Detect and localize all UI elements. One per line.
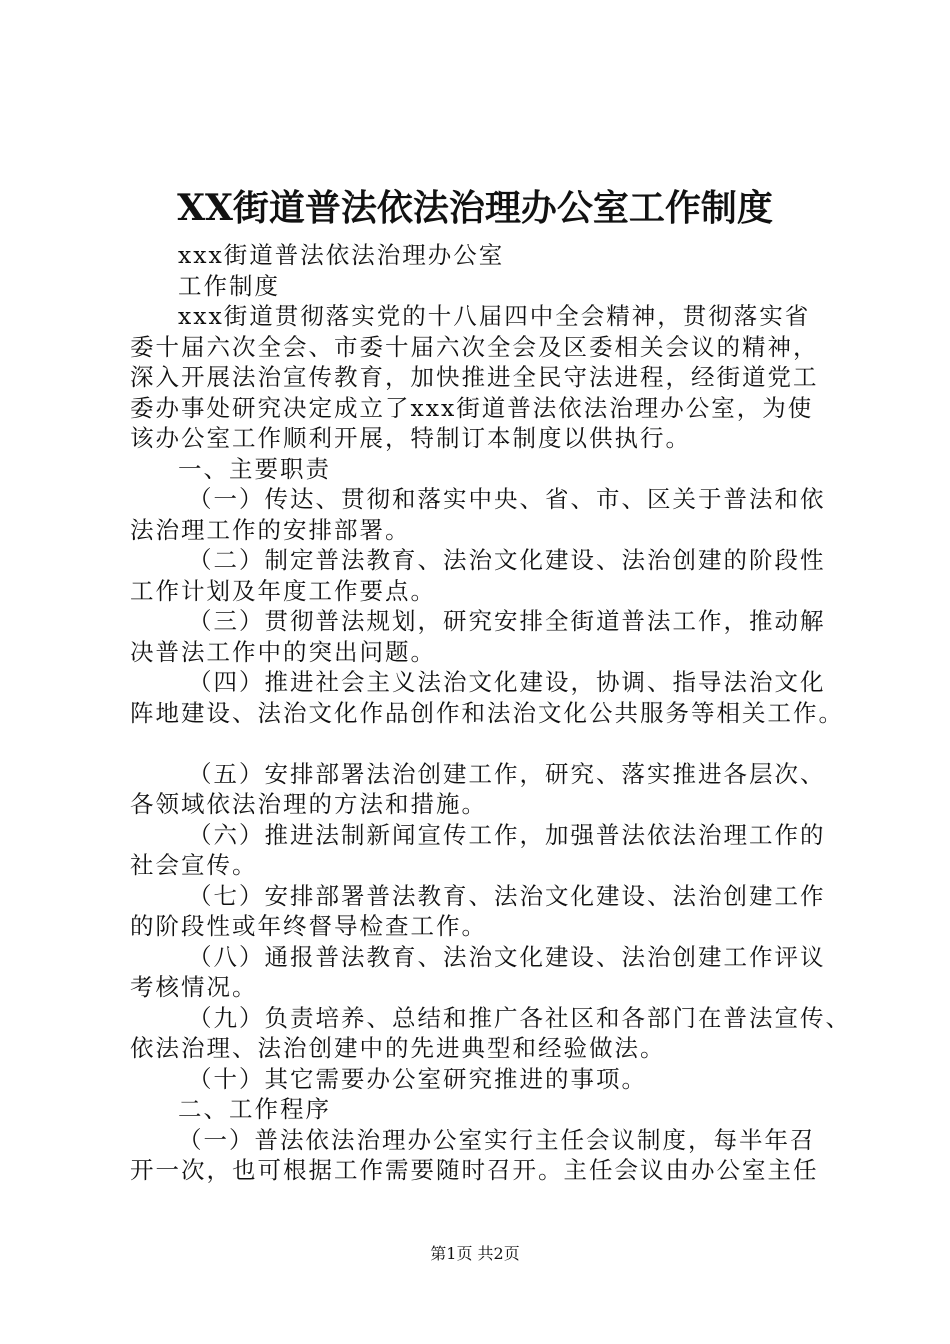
body-line: 决普法工作中的突出问题。 bbox=[130, 637, 436, 666]
body-line: 工作制度 bbox=[178, 271, 280, 300]
body-line: 委十届六次全会、市委十届六次全会及区委相关会议的精神， bbox=[130, 332, 819, 361]
body-line: 委办事处研究决定成立了xxx街道普法依法治理办公室，为使 bbox=[130, 393, 814, 422]
body-line: 该办公室工作顺利开展，特制订本制度以供执行。 bbox=[130, 424, 691, 452]
body-line: 依法治理、法治创建中的先进典型和经验做法。 bbox=[130, 1034, 666, 1062]
body-line: xxx街道普法依法治理办公室 bbox=[178, 241, 505, 269]
body-line: 法治理工作的安排部署。 bbox=[130, 515, 411, 544]
section-heading: 二、工作程序 bbox=[178, 1095, 331, 1123]
body-line: 深入开展法治宣传教育，加快推进全民守法进程，经街道党工 bbox=[130, 363, 819, 391]
body-line: 阵地建设、法治文化作品创作和法治文化公共服务等相关工作。 bbox=[130, 698, 844, 727]
section-heading: 一、主要职责 bbox=[178, 454, 331, 483]
page-number-footer: 第1页 共2页 bbox=[430, 1244, 520, 1263]
body-line: 各领域依法治理的方法和措施。 bbox=[130, 790, 487, 818]
body-line: 社会宣传。 bbox=[130, 851, 258, 879]
body-line: （七）安排部署普法教育、法治文化建设、法治创建工作 bbox=[188, 881, 826, 910]
body-line: 的阶段性或年终督导检查工作。 bbox=[130, 912, 487, 940]
body-line: （一）传达、贯彻和落实中央、省、市、区关于普法和依 bbox=[188, 485, 826, 513]
body-line: （三）贯彻普法规划，研究安排全街道普法工作，推动解 bbox=[188, 607, 826, 635]
body-line: （八）通报普法教育、法治文化建设、法治创建工作评议 bbox=[188, 942, 826, 971]
body-line: （四）推进社会主义法治文化建设，协调、指导法治文化 bbox=[188, 668, 826, 696]
body-line: （一）普法依法治理办公室实行主任会议制度，每半年召 bbox=[178, 1125, 816, 1154]
document-title: XX街道普法依法治理办公室工作制度 bbox=[177, 187, 773, 229]
body-line: （五）安排部署法治创建工作，研究、落实推进各层次、 bbox=[188, 759, 826, 788]
body-line: 考核情况。 bbox=[130, 973, 258, 1001]
document-body bbox=[130, 240, 850, 1186]
body-line: （二）制定普法教育、法治文化建设、法治创建的阶段性 bbox=[188, 546, 826, 574]
blank-line bbox=[130, 728, 850, 759]
body-line: 工作计划及年度工作要点。 bbox=[130, 576, 436, 605]
body-line: xxx街道贯彻落实党的十八届四中全会精神，贯彻落实省 bbox=[178, 302, 811, 330]
body-line: （六）推进法制新闻宣传工作，加强普法依法治理工作的 bbox=[188, 820, 826, 849]
body-line: 开一次，也可根据工作需要随时召开。主任会议由办公室主任 bbox=[130, 1156, 819, 1184]
body-line: （九）负责培养、总结和推广各社区和各部门在普法宣传、 bbox=[188, 1003, 851, 1032]
body-line: （十）其它需要办公室研究推进的事项。 bbox=[188, 1064, 647, 1093]
